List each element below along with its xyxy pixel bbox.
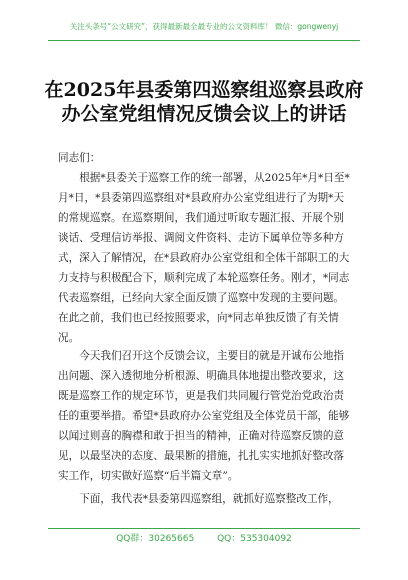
document-title: 在2025年县委第四巡察组巡察县政府办公室党组情况反馈会议上的讲话 — [44, 79, 364, 125]
header-banner: 关注头条号“公文研究”，获得最新最全最专业的公文资料库！ 微信：gongwenyj — [69, 22, 339, 31]
footer-divider — [48, 528, 360, 529]
header-divider — [48, 40, 360, 41]
salutation: 同志们： — [58, 152, 101, 164]
paragraph-2: 今天我们召开这个反馈会议，主要目的就是开诚布公地指出问题、深入透彻地分析根源、明确具体地提出整改要求，这既是巡察工作的规定环节，更是我们共同履行管党治党政治责任的重要举措。希望*县政府办公室党组及全体党员干部，能够以闻过则喜的胸襟和敢于担当的精神，正确对待巡察反馈的意见，以最坚决的态度、最果断的措施，扎扎实实地抓好整改落实工作，切实做好巡察“后半篇文章”。 — [58, 350, 350, 482]
paragraph-3: 下面，我代表*县委第四巡察组，就抓好巡察整改工作， — [79, 493, 339, 505]
footer-qq: QQ：535304092 — [217, 534, 292, 544]
footer-qq-group: QQ群：30265665 — [116, 534, 195, 544]
footer-contact — [0, 533, 408, 545]
paragraph-1: 根据*县委关于巡察工作的统一部署，从2025年*月*日至*月*日，*县委第四巡察组对*县政府办公室党组进行了为期*天的常规巡察。在巡察期间，我们通过听取专题汇报、开展个别谈话、受理信访举报、调阅文件资料、走访下属单位等多种方式，深入了解情况，在*县政府办公室党组和全体干部职工的大力支持与积极配合下，顺利完成了本轮巡察任务。刚才，*同志代表巡察组，已经向大家全面反馈了巡察中发现的主要问题。在此之前，我们也已经按照要求，向*同志单独反馈了有关情况。 — [58, 172, 350, 344]
